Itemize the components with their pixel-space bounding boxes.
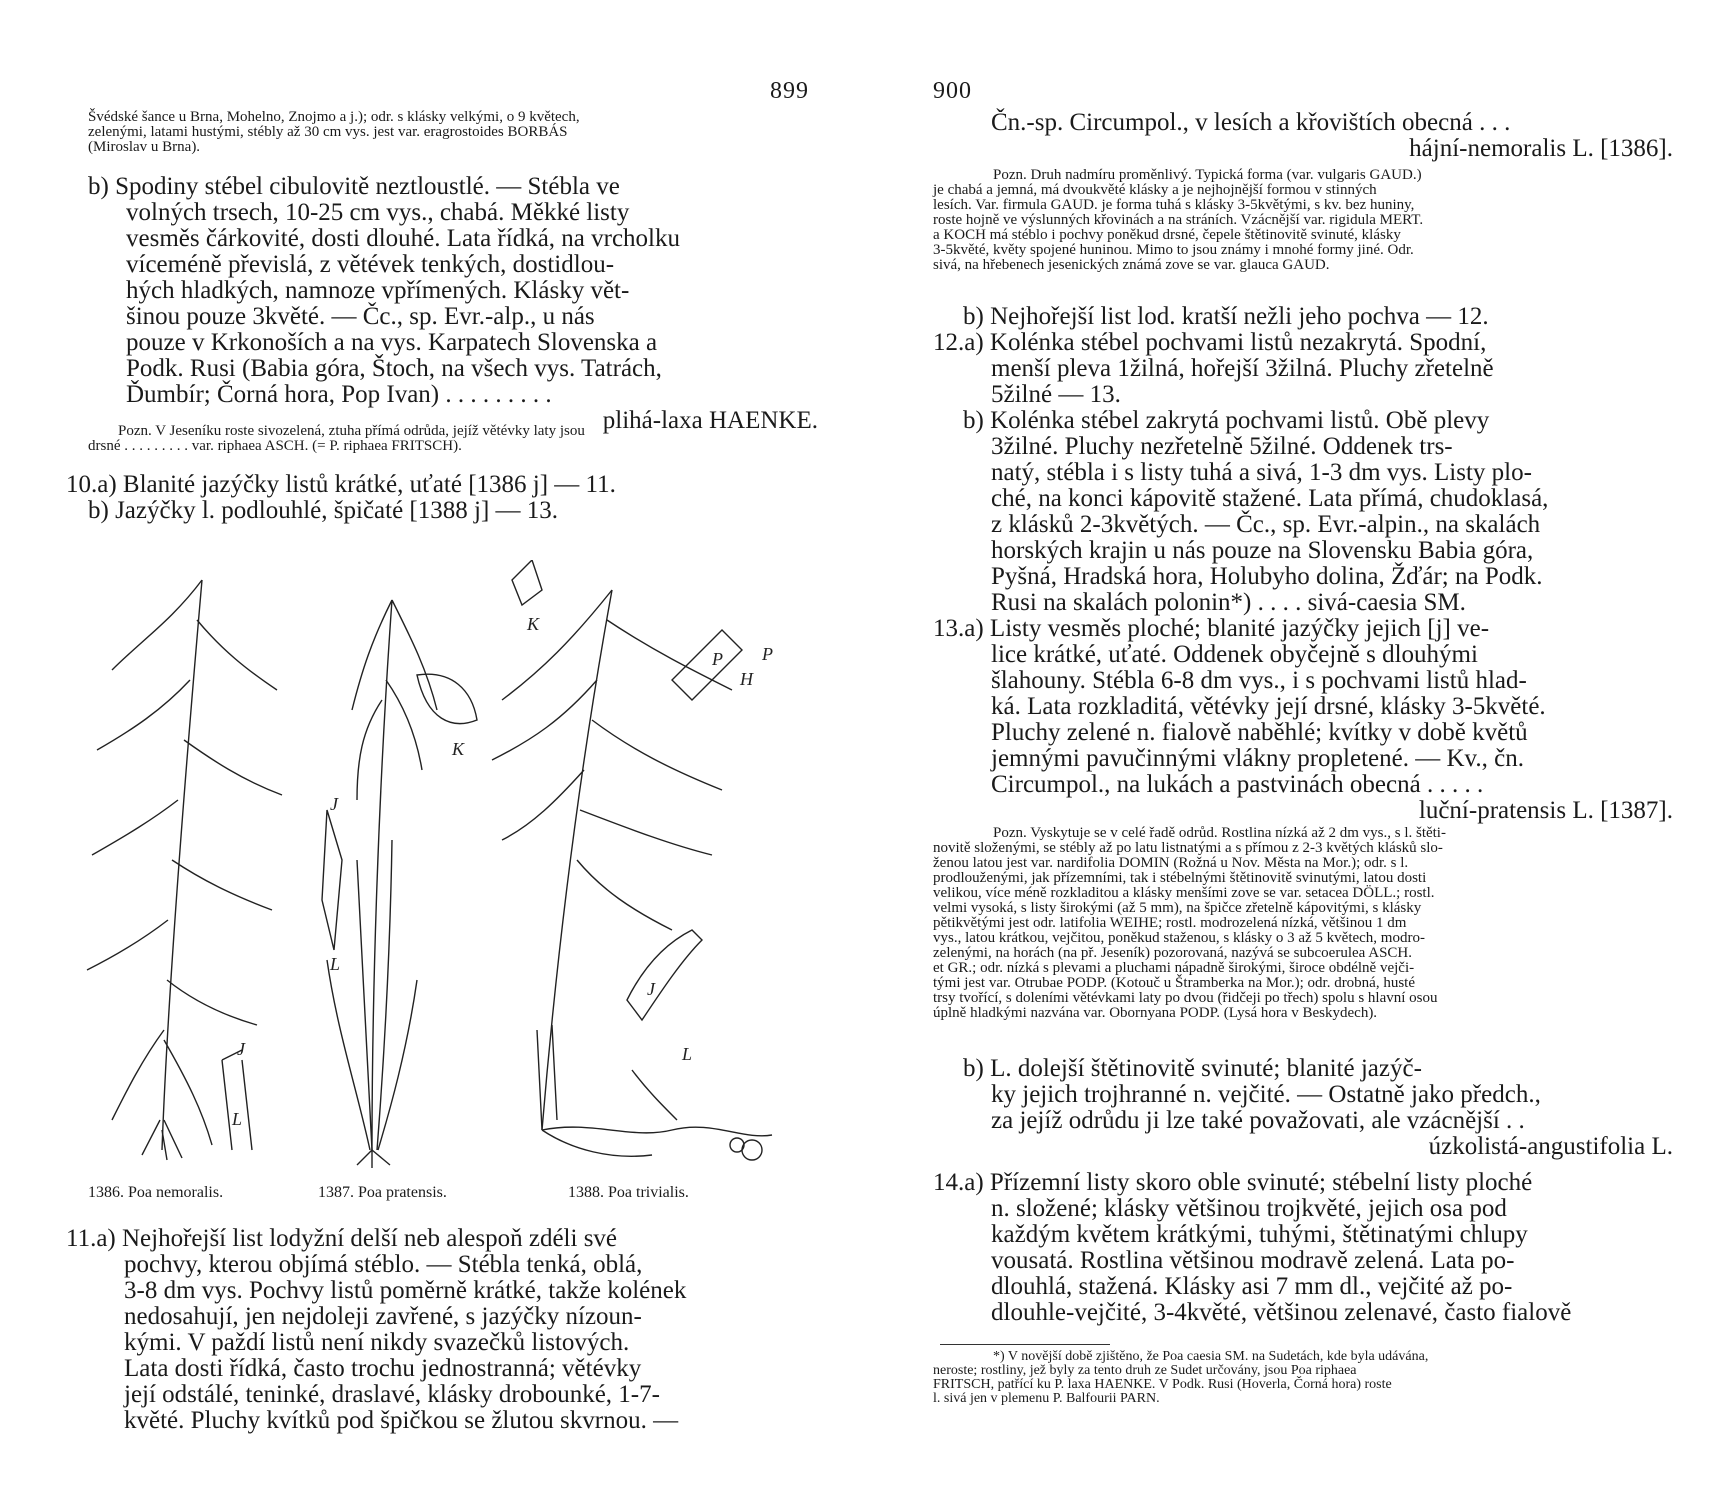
key-entry-b — [88, 174, 818, 434]
text-line: šinou pouze 3květé. — Čc., sp. Evr.-alp., u nás — [126, 303, 595, 330]
text-line: et GR.; odr. nízká s plevami a pluchami nápadně širokými, široce obdélně vejči- — [933, 960, 1415, 976]
text-line: 13.a) Listy vesměs ploché; blanité jazýčky jejich [j] ve- — [933, 615, 1490, 642]
text-line: Pyšná, Hradská hora, Holubyho dolina, Žďár; na Podk. — [991, 563, 1543, 590]
text-line: hých hladkých, namnoze vpřímených. Klásky vět- — [126, 277, 630, 304]
text-line: *) V novější době zjištěno, že Poa caesia SM. na Sudetách, kde byla udávána, — [993, 1349, 1429, 1364]
fig-label: J — [237, 1039, 245, 1059]
text-line: dlouhlá, stažená. Klásky asi 7 mm dl., vejčité až po- — [991, 1273, 1513, 1300]
text-line: je chabá a jemná, má dvoukvěté klásky a je nejhojnější formou v stinných — [933, 182, 1377, 198]
text-line: Podk. Rusi (Babia góra, Štoch, na všech vys. Tatrách, — [126, 355, 662, 382]
species-name: luční-pratensis L. [1387]. — [1418, 797, 1673, 824]
text-line: 3-8 dm vys. Pochvy listů poměrně krátké, takže kolének — [124, 1277, 687, 1304]
text-line: víceméně převislá, z větévek tenkých, dostidlou- — [126, 251, 615, 278]
text-line: 11.a) Nejhořejší list lodyžní delší neb alespoň zdéli své — [66, 1225, 618, 1252]
text-line: vesměs čárkovité, dosti dlouhé. Lata řídká, na vrcholku — [126, 225, 681, 252]
text-line: kými. V paždí listů není nikdy svazečků listových. — [124, 1329, 630, 1356]
text-line: Pozn. Vyskytuje se v celé řadě odrůd. Rostlina nízká až 2 dm vys., s l. štěti- — [993, 825, 1446, 841]
text-line: její odstálé, teninké, draslavé, klásky drobounké, 1-7- — [124, 1381, 660, 1408]
fig-label: P — [712, 649, 723, 669]
text-line: roste hojně ve výslunných křovinách a na stráních. Vzácnější var. rigidula MERT. — [933, 212, 1424, 228]
fig-label: K — [452, 739, 465, 759]
text-line: úplně hladkými nazvána var. Obornyana PODP. (Lysá hora v Beskydech). — [933, 1005, 1378, 1021]
text-line: lice krátké, uťaté. Oddenek obyčejně s dlouhými — [991, 641, 1478, 668]
text-line: vousatá. Rostlina většinou modravě zelená. Lata po- — [991, 1247, 1515, 1274]
text-line: prodlouženými, jak přízemními, tak i stébelnými štětinovitě svinutými, latou dosti — [933, 870, 1427, 886]
figure-caption: 1386. Poa nemoralis. — [88, 1184, 224, 1201]
species-name: úzkolistá-angustifolia L. — [1428, 1133, 1673, 1160]
text-line: l. sivá jen v plemenu P. Balfourii PARN. — [933, 1391, 1160, 1406]
text-line: za jejíž odrůdu ji lze také považovati, ale vzácnější . . — [991, 1107, 1525, 1134]
text-line: tými jest var. Otrubae PODP. (Kotouč u Štramberka na Mor.); odr. drobná, husté — [933, 975, 1416, 991]
fig-label: P — [762, 644, 773, 664]
note — [88, 424, 818, 454]
text-line: 5žilné — 13. — [991, 381, 1121, 408]
text-line: dlouhle-vejčité, 3-4květé, většinou zelenavé, často fialově — [991, 1299, 1572, 1326]
text-line: FRITSCH, patřící ku P. laxa HAENKE. V Podk. Rusi (Hoverla, Čorná hora) roste — [933, 1377, 1392, 1392]
fig-label: H — [740, 669, 753, 689]
text-line: b) Nejhořejší list lod. kratší nežli jeho pochva — 12. — [963, 303, 1489, 330]
text-line: novitě složenými, se stébly až po latu listnatými a s přímou z 2-3 květých klásků slo- — [933, 840, 1443, 856]
text-line: a KOCH má stéblo i pochvy poněkud drsné, čepele štětinovitě svinuté, klásky — [933, 227, 1401, 243]
text-line: b) Spodiny stébel cibulovitě neztloustlé. — Stébla ve — [88, 173, 620, 200]
poa-nemoralis-drawing — [87, 580, 282, 1160]
fig-label: J — [330, 794, 338, 814]
text-line: Švédské šance u Brna, Mohelno, Znojmo a j.); odr. s klásky velkými, o 9 květech, — [88, 109, 580, 125]
text-line: pochvy, kterou objímá stéblo. — Stébla tenká, oblá, — [124, 1251, 643, 1278]
text-line: velikou, více méně rozkladitou a klásky menšími zove se var. setacea DÖLL.; rostl. — [933, 885, 1435, 901]
text-line: 14.a) Přízemní listy skoro oble svinuté; stébelní listy ploché — [933, 1169, 1533, 1196]
text-line: neroste; rostliny, jež byly za tento druh ze Sudet určovány, jsou Poa riphaea — [933, 1363, 1357, 1378]
figure-caption: 1387. Poa pratensis. — [318, 1184, 447, 1201]
text-line: nedosahují, jen nejdoleji zavřené, s jazýčky nízoun- — [124, 1303, 642, 1330]
text-line: b) Kolénka stébel zakrytá pochvami listů. Obě plevy — [963, 407, 1490, 434]
fig-label: K — [527, 614, 540, 634]
text-line: (Miroslav u Brna). — [88, 139, 201, 155]
text-line: natý, stébla i s listy tuhá a sivá, 1-3 dm vys. Listy plo- — [991, 459, 1532, 486]
text-line: jemnými pavučinnými vlákny propletené. — Kv., čn. — [991, 745, 1524, 772]
text-line: ká. Lata rozkladitá, větévky její drsné, klásky 3-5květé. — [991, 693, 1546, 720]
text-line: šlahouny. Stébla 6-8 dm vys., i s pochvami listů hlad- — [991, 667, 1527, 694]
text-line: Ďumbír; Čorná hora, Pop Ivan) . . . . . . . . . — [126, 381, 552, 408]
figure-caption: 1388. Poa trivialis. — [568, 1184, 689, 1201]
text-line: každým květem krátkými, tuhými, štětinatými chlupy — [991, 1221, 1528, 1248]
text-line: ženou latou jest var. nardifolia DOMIN (Rožná u Nov. Města na Mor.); odr. s l. — [933, 855, 1409, 871]
text-line: Pozn. Druh nadmíru proměnlivý. Typická forma (var. vulgaris GAUD.) — [993, 167, 1422, 183]
species-name: hájní-nemoralis L. [1386]. — [1409, 135, 1673, 162]
text-line: Čn.-sp. Circumpol., v lesích a křovištích obecná . . . — [991, 109, 1511, 136]
text-line: b) L. dolejší štětinovitě svinuté; blanité jazýč- — [963, 1055, 1422, 1082]
text-line: Lata dosti řídká, často trochu jednostranná; větévky — [124, 1355, 642, 1382]
text-line: n. složené; klásky většinou trojkvěté, jejich osa pod — [991, 1195, 1507, 1222]
text-line: drsné . . . . . . . . . var. riphaea ASCH. (= P. riphaea FRITSCH). — [88, 438, 462, 454]
text-line: 10.a) Blanité jazýčky listů krátké, uťaté [1386 j] — 11. — [66, 471, 616, 498]
text-line: 3žilné. Pluchy nezřetelně 5žilné. Oddenek trs- — [991, 433, 1453, 460]
text-line: volných trsech, 10-25 cm vys., chabá. Měkké listy — [126, 199, 630, 226]
fig-label: J — [647, 979, 655, 999]
text-line: Pozn. V Jeseníku roste sivozelená, ztuha přímá odrůda, jejíž větévky laty jsou — [118, 423, 585, 439]
page-number: 899 — [770, 78, 809, 104]
text-line: vys., latou krátkou, vejčitou, poněkud staženou, s klásky o 3 až 5 květech, modro- — [933, 930, 1425, 946]
text-line: velmi vysoká, s listy širokými (až 5 mm), na špičce zřetelně kápovitými, s klásky — [933, 900, 1422, 916]
text-line: z klásků 2-3květých. — Čc., sp. Evr.-alpin., na skalách — [991, 511, 1541, 538]
text-line: zelenými, na horách (na př. Jeseník) pozorovaná, nazývá se subcoerulea ASCH. — [933, 945, 1412, 961]
poa-pratensis-drawing — [322, 600, 477, 1168]
text-line: ky jejich trojhranné n. vejčité. — Ostatně jako předch., — [991, 1081, 1541, 1108]
page-number: 900 — [933, 78, 972, 104]
fig-label: L — [682, 1044, 693, 1064]
text-line: Pluchy zelené n. fialově naběhlé; kvítky v době květů — [991, 719, 1528, 746]
text-line: sivá, na hřebenech jesenických známá zove se var. glauca GAUD. — [933, 257, 1330, 273]
species-name: plihá-laxa HAENKE. — [602, 407, 818, 434]
text-line: menší pleva 1žilná, hořejší 3žilná. Pluchy zřetelně — [991, 355, 1494, 382]
text-line: trsy tvořící, s doleními větévkami laty po dvou (řidčeji po třech) spolu s hlavní osou — [933, 990, 1438, 1006]
text-line: květé. Pluchy kvítků pod špičkou se žlutou skvrnou. — — [124, 1407, 679, 1434]
text-line: pětikvětými jest odr. latifolia WEIHE; rostl. modrozelená nízká, většinou 1 dm — [933, 915, 1407, 931]
text-line: Circumpol., na lukách a pastvinách obecná . . . . . — [991, 771, 1484, 798]
key-entries — [66, 472, 826, 524]
text-line: Rusi na skalách polonin*) . . . . sivá-caesia SM. — [991, 589, 1466, 616]
key-entry-11 — [66, 1226, 826, 1434]
poa-trivialis-drawing — [492, 560, 772, 1160]
text-line: 12.a) Kolénka stébel pochvami listů nezakrytá. Spodní, — [933, 329, 1487, 356]
fig-label: L — [330, 954, 341, 974]
continued-note — [88, 110, 818, 155]
text-line: b) Jazýčky l. podlouhlé, špičaté [1388 j] — 13. — [88, 497, 559, 524]
text-line: zelenými, latami hustými, stébly až 30 cm vys. jest var. eragrostoides BORBÁS — [88, 124, 568, 140]
right-page-footnote — [867, 0, 1734, 1501]
text-line: horských krajin u nás pouze na Slovensku Babia góra, — [991, 537, 1534, 564]
text-line: ché, na konci kápovitě stažené. Lata přímá, chudoklasá, — [991, 485, 1549, 512]
text-line: pouze v Krkonoších a na vys. Karpatech Slovenska a — [126, 329, 658, 356]
text-line: 3-5květé, květy spojené huninou. Mimo to jsou známy i mnohé formy jiné. Odr. — [933, 242, 1414, 258]
text-line: lesích. Var. firmula GAUD. je forma tuhá s klásky 3-5květými, s kv. bez huniny, — [933, 197, 1415, 213]
fig-label: L — [232, 1109, 243, 1129]
footnote — [933, 1350, 1673, 1406]
plant-illustration — [72, 560, 812, 1170]
